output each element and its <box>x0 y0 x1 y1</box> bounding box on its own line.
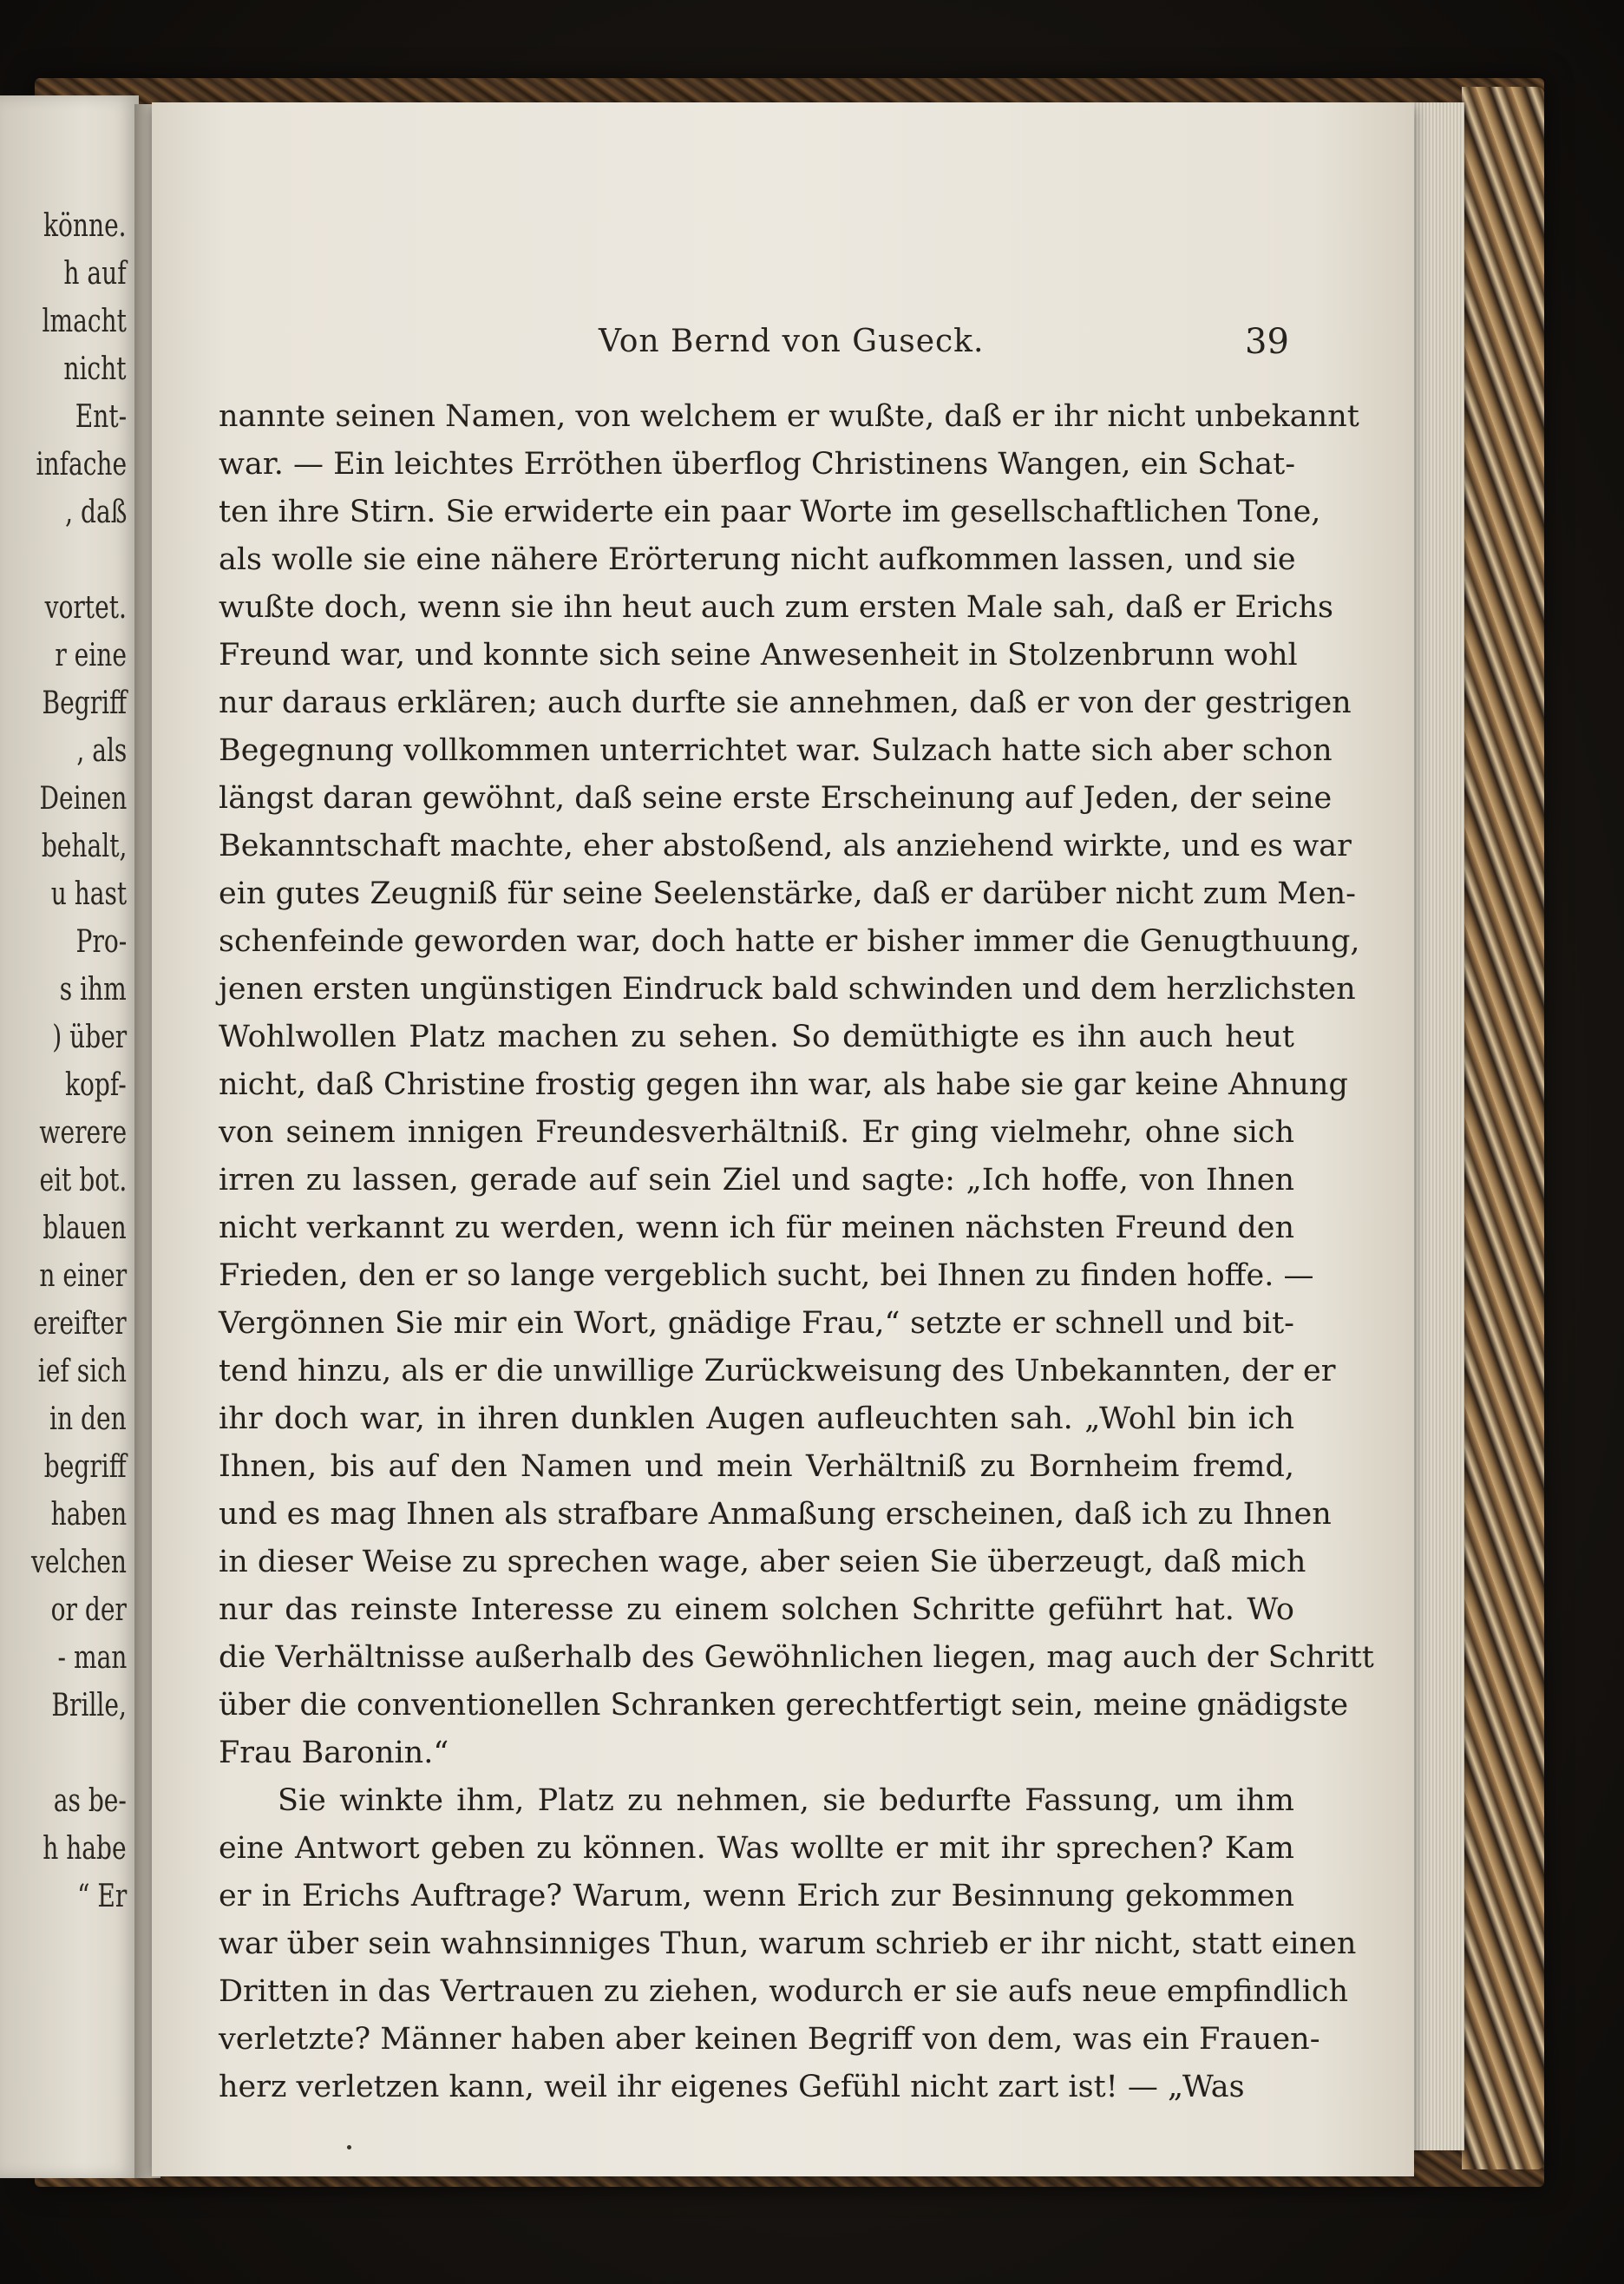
left-page-fragment: in den <box>49 1401 127 1437</box>
text-line: als wolle sie eine nähere Erörterung nicht aufkommen lassen, und sie <box>219 542 1296 577</box>
text-line: Freund war, und konnte sich seine Anwesenheit in Stolzenbrunn wohl <box>219 638 1298 673</box>
left-page-fragment: Pro- <box>75 924 127 960</box>
text-line: über die conventionellen Schranken gerechtfertigt sein, meine gnädigste <box>219 1688 1349 1723</box>
marbled-edge <box>1462 87 1544 2169</box>
text-line: nannte seinen Namen, von welchem er wußte, daß er ihr nicht unbekannt <box>219 399 1359 434</box>
text-line: Dritten in das Vertrauen zu ziehen, wodurch er sie aufs neue empfindlich <box>219 1974 1349 2009</box>
left-page-fragment: ) über <box>52 1020 127 1055</box>
text-line: ihr doch war, in ihren dunklen Augen aufleuchten sah. „Wohl bin ich <box>219 1401 1294 1436</box>
left-page-fragment: - man <box>57 1640 127 1676</box>
text-line: herz verletzen kann, weil ihr eigenes Gefühl nicht zart ist! — „Was <box>219 2070 1245 2104</box>
text-line: nicht, daß Christine frostig gegen ihn war, als habe sie gar keine Ahnung <box>219 1067 1348 1102</box>
text-line: Sie winkte ihm, Platz zu nehmen, sie bedurfte Fassung, um ihm <box>278 1783 1294 1818</box>
left-page-fragment: begriff <box>44 1449 127 1485</box>
left-page-fragment: nicht <box>63 351 127 387</box>
text-line: Vergönnen Sie mir ein Wort, gnädige Frau,“ setzte er schnell und bit- <box>219 1306 1294 1341</box>
left-page-fragment: h habe <box>43 1831 127 1867</box>
left-page-fragment: n einer <box>39 1258 127 1294</box>
left-page-fragment: , daß <box>64 495 127 530</box>
left-page-fragment: h auf <box>63 256 127 292</box>
text-line: Wohlwollen Platz machen zu sehen. So demüthigte es ihn auch heut <box>219 1020 1294 1054</box>
body-text <box>219 393 1374 2111</box>
text-line: ein gutes Zeugniß für seine Seelenstärke, daß er darüber nicht zum Men- <box>219 876 1356 911</box>
left-page-fragment: s ihm <box>59 972 127 1007</box>
text-line: in dieser Weise zu sprechen wage, aber seien Sie überzeugt, daß mich <box>219 1545 1306 1579</box>
text-line: wußte doch, wenn sie ihn heut auch zum ersten Male sah, daß er Erichs <box>219 590 1334 625</box>
text-line: irren zu lassen, gerade auf sein Ziel und sagte: „Ich hoffe, von Ihnen <box>219 1163 1294 1198</box>
left-page-fragment: infache <box>36 447 127 482</box>
left-page-fragment: , als <box>76 733 127 769</box>
left-page-fragment: behalt, <box>41 829 127 864</box>
left-page-fragment: or der <box>50 1592 127 1628</box>
left-page-fragment: kopf- <box>65 1067 127 1103</box>
left-page-fragment: ereifter <box>33 1306 127 1342</box>
text-line: schenfeinde geworden war, doch hatte er bisher immer die Genugthuung, <box>219 924 1360 959</box>
text-line: Begegnung vollkommen unterrichtet war. Sulzach hatte sich aber schon <box>219 733 1333 768</box>
text-line: nur das reinste Interesse zu einem solchen Schritte geführt hat. Wo <box>219 1592 1294 1627</box>
left-page-fragment: Brille, <box>51 1688 127 1723</box>
left-page <box>0 95 139 2178</box>
text-line: war. — Ein leichtes Erröthen überflog Christinens Wangen, ein Schat- <box>219 447 1296 482</box>
left-page-fragment: Begriff <box>42 686 127 721</box>
left-page-fragment: vortet. <box>44 590 127 626</box>
text-line: war über sein wahnsinniges Thun, warum schrieb er ihr nicht, statt einen <box>219 1926 1357 1961</box>
left-page-fragment: könne. <box>43 208 127 244</box>
left-page-fragment: r eine <box>55 638 127 673</box>
paper-speck <box>347 2145 351 2149</box>
left-page-fragment: “ Er <box>76 1879 127 1914</box>
running-head <box>152 324 1414 367</box>
left-page-fragment: werere <box>39 1115 127 1151</box>
text-line: verletzte? Männer haben aber keinen Begriff von dem, was ein Frauen- <box>219 2022 1320 2057</box>
left-page-fragment: eit bot. <box>39 1163 127 1198</box>
left-page-fragment: Ent- <box>75 399 127 435</box>
text-line: nicht verkannt zu werden, wenn ich für meinen nächsten Freund den <box>219 1211 1294 1245</box>
text-line: von seinem innigen Freundesverhältniß. Er ging vielmehr, ohne sich <box>219 1115 1294 1150</box>
text-line: und es mag Ihnen als strafbare Anmaßung erscheinen, daß ich zu Ihnen <box>219 1497 1332 1532</box>
text-line: eine Antwort geben zu können. Was wollte er mit ihr sprechen? Kam <box>219 1831 1294 1866</box>
text-line: tend hinzu, als er die unwillige Zurückweisung des Unbekannten, der er <box>219 1354 1336 1388</box>
left-page-fragment: blauen <box>43 1211 127 1246</box>
text-line: er in Erichs Auftrage? Warum, wenn Erich zur Besinnung gekommen <box>219 1879 1294 1913</box>
page-edges <box>1412 102 1464 2150</box>
left-page-fragment: Deinen <box>39 781 127 817</box>
left-page-fragment: velchen <box>31 1545 127 1580</box>
text-line: Frau Baronin.“ <box>219 1736 449 1770</box>
text-line: jenen ersten ungünstigen Eindruck bald schwinden und dem herzlichsten <box>219 972 1356 1007</box>
text-line: die Verhältnisse außerhalb des Gewöhnlichen liegen, mag auch der Schritt <box>219 1640 1374 1675</box>
left-page-fragment: haben <box>50 1497 127 1533</box>
page-number: 39 <box>1245 322 1289 362</box>
text-line: Bekanntschaft machte, eher abstoßend, als anziehend wirkte, und es war <box>219 829 1352 863</box>
text-line: nur daraus erklären; auch durfte sie annehmen, daß er von der gestrigen <box>219 686 1352 720</box>
text-line: Ihnen, bis auf den Namen und mein Verhältniß zu Bornheim fremd, <box>219 1449 1294 1484</box>
text-line: Frieden, den er so lange vergeblich sucht, bei Ihnen zu finden hoffe. — <box>219 1258 1314 1293</box>
text-line: ten ihre Stirn. Sie erwiderte ein paar Worte im gesellschaftlichen Tone, <box>219 495 1321 529</box>
left-page-fragment: u hast <box>50 876 127 912</box>
running-head-title: Von Bernd von Guseck. <box>599 324 985 359</box>
text-line: längst daran gewöhnt, daß seine erste Erscheinung auf Jeden, der seine <box>219 781 1333 816</box>
left-page-fragment: ief sich <box>37 1354 127 1389</box>
right-page <box>152 102 1414 2176</box>
left-page-fragment: as be- <box>53 1783 127 1819</box>
left-page-fragment: lmacht <box>42 304 127 339</box>
